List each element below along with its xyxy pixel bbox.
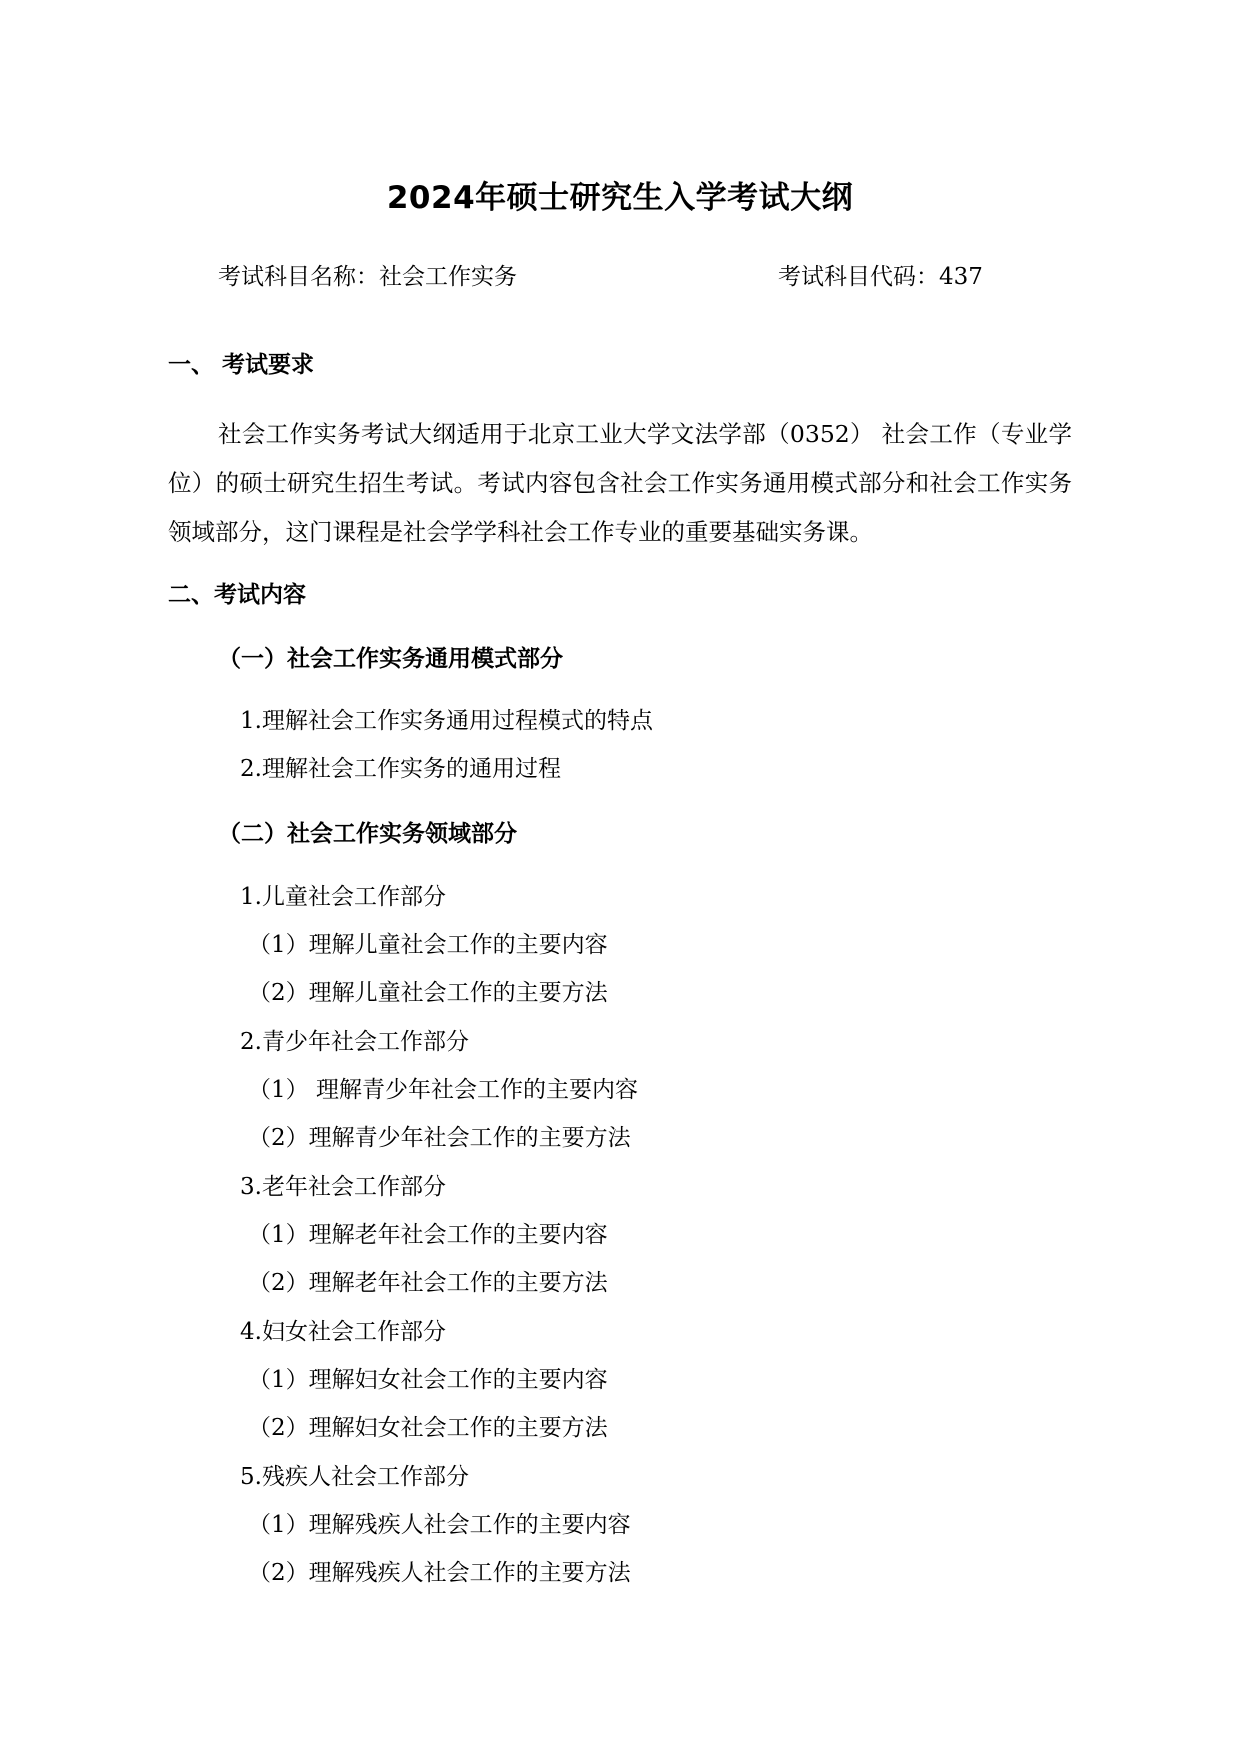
group-title: 3.老年社会工作部分 (240, 1174, 446, 1200)
list-item: （2）理解青少年社会工作的主要方法 (248, 1125, 631, 1151)
group-title: 1.儿童社会工作部分 (240, 884, 446, 910)
group-title: 4.妇女社会工作部分 (240, 1319, 446, 1345)
document-title: 2024年硕士研究生入学考试大纲 (386, 180, 854, 216)
list-item: （1）理解儿童社会工作的主要内容 (248, 932, 608, 958)
list-item: （1） 理解青少年社会工作的主要内容 (248, 1077, 638, 1103)
section-heading-content: 二、考试内容 (168, 582, 306, 608)
list-item: （2）理解儿童社会工作的主要方法 (248, 980, 608, 1006)
part-heading-general: （一）社会工作实务通用模式部分 (218, 646, 563, 672)
list-item: 2.理解社会工作实务的通用过程 (240, 756, 561, 782)
list-item: 1.理解社会工作实务通用过程模式的特点 (240, 708, 653, 734)
list-item: （2）理解老年社会工作的主要方法 (248, 1270, 608, 1296)
subject-name: 考试科目名称：社会工作实务 (218, 264, 517, 290)
group-title: 2.青少年社会工作部分 (240, 1029, 469, 1055)
part-heading-fields: （二）社会工作实务领域部分 (218, 821, 517, 847)
section-heading-requirements: 一、 考试要求 (168, 352, 315, 378)
requirements-paragraph: 社会工作实务考试大纲适用于北京工业大学文法学部（0352） 社会工作（专业学位）的硕士研究生招生考试。考试内容包含社会工作实务通用模式部分和社会工作实务领域部分，这门课程是社会学学科社会工作专业的重要基础实务课。 (168, 420, 1072, 546)
list-item: （2）理解残疾人社会工作的主要方法 (248, 1560, 631, 1586)
list-item: （2）理解妇女社会工作的主要方法 (248, 1415, 608, 1441)
group-title: 5.残疾人社会工作部分 (240, 1464, 469, 1490)
list-item: （1）理解老年社会工作的主要内容 (248, 1222, 608, 1248)
subject-code: 考试科目代码：437 (778, 264, 983, 290)
list-item: （1）理解妇女社会工作的主要内容 (248, 1367, 608, 1393)
list-item: （1）理解残疾人社会工作的主要内容 (248, 1512, 631, 1538)
